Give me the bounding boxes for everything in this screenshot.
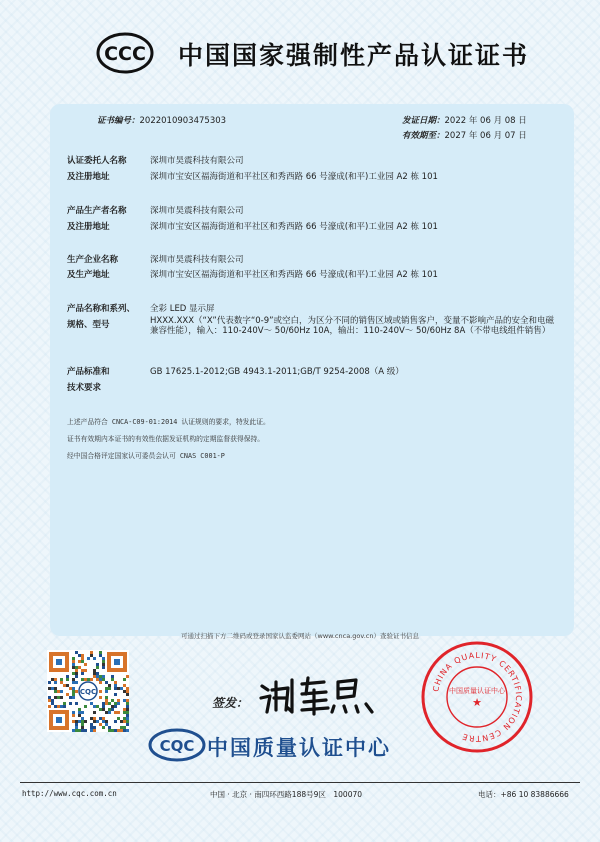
applicant-address: 深圳市宝安区福海街道和平社区和秀西路 66 号濠成(和平)工业园 A2 栋 101: [150, 172, 438, 182]
footer-address: 中国 · 北京 · 南四环西路188号9区 100070: [210, 790, 363, 799]
standard-label-line2: 技术要求: [67, 383, 102, 393]
expiry-date-value: 2027 年 06 月 07 日: [444, 131, 527, 141]
verification-qr-code[interactable]: [47, 650, 129, 732]
cqc-logo-text: CQC: [159, 737, 195, 755]
product-name: 全彩 LED 显示屏: [150, 304, 215, 314]
factory-address: 深圳市宝安区福海街道和平社区和秀西路 66 号濠成(和平)工业园 A2 栋 101: [150, 270, 438, 280]
product-description: HXXX.XXX（“X”代表数字“0-9”或空白，为区分不同的销售区域或销售客户，变量不影响产品的安全和电磁兼容性能），输入：110-240V～ 50/60Hz 10A，输出：110-240V～ 50/60Hz 8A（不带电线组件销售）: [150, 316, 555, 336]
qr-caption: 可通过扫描下方二维码或登录国家认监委网站（www.cnca.gov.cn）查验证书信息: [181, 632, 419, 640]
manufacturer-address: 深圳市宝安区福海街道和平社区和秀西路 66 号濠成(和平)工业园 A2 栋 101: [150, 222, 438, 232]
standard-label-line1: 产品标准和: [67, 367, 110, 377]
issuer-name: 中国质量认证中心: [207, 736, 391, 760]
handwritten-signature: [258, 672, 378, 716]
note-line: 证书有效期内本证书的有效性依据发证机构的定期监督获得保持。: [67, 435, 265, 443]
ccc-mark-icon: [96, 32, 154, 74]
factory-name: 深圳市昊震科技有限公司: [150, 255, 244, 265]
certificate-number: [97, 114, 226, 126]
product-label-line1: 产品名称和系列、: [67, 304, 136, 314]
applicant-name: 深圳市昊震科技有限公司: [150, 156, 244, 166]
cert-no-label: 证书编号：: [97, 116, 140, 126]
applicant-label: 认证委托人名称: [67, 156, 127, 166]
manufacturer-address-label: 及注册地址: [67, 222, 110, 232]
factory-label: 生产企业名称: [67, 255, 119, 265]
factory-address-label: 及生产地址: [67, 270, 110, 280]
document-title: 中国国家强制性产品认证证书: [178, 41, 530, 70]
expiry-date-label: 有效期至：: [402, 131, 445, 141]
manufacturer-name: 深圳市昊震科技有限公司: [150, 206, 244, 216]
issue-date-label: 发证日期：: [402, 116, 445, 126]
cert-no-value: 2022010903475303: [139, 116, 227, 126]
seal-inner-text: 中国质量认证中心: [449, 687, 505, 695]
footer-url[interactable]: http://www.cqc.com.cn: [22, 789, 117, 798]
manufacturer-label: 产品生产者名称: [67, 206, 127, 216]
issue-date: [402, 114, 527, 126]
footer-phone: 电话：+86 10 83886666: [478, 790, 569, 799]
standard-value: GB 17625.1-2012;GB 4943.1-2011;GB/T 9254-2008（A 级）: [150, 367, 404, 377]
svg-text:★: ★: [472, 696, 482, 709]
signature-label: 签发：: [212, 696, 249, 710]
certification-seal: [420, 640, 534, 754]
footer-divider: [20, 782, 580, 783]
note-line: 经中国合格评定国家认可委员会认可 CNAS C001-P: [67, 452, 225, 460]
seal-outer-text: CHINA QUALITY CERTIFICATION CENTRE: [431, 650, 524, 744]
expiry-date: [402, 129, 527, 141]
product-label-line2: 规格、型号: [67, 320, 110, 330]
note-line: 上述产品符合 CNCA-C09-01:2014 认证规则的要求，特发此证。: [67, 418, 270, 426]
qr-logo-text: CQC: [79, 688, 97, 696]
certificate-notes: [67, 414, 270, 465]
certificate-header: [0, 28, 600, 78]
cqc-logo-icon: [148, 728, 206, 762]
ccc-logo-text: CCC: [104, 43, 146, 65]
applicant-address-label: 及注册地址: [67, 172, 110, 182]
issue-date-value: 2022 年 06 月 08 日: [444, 116, 527, 126]
